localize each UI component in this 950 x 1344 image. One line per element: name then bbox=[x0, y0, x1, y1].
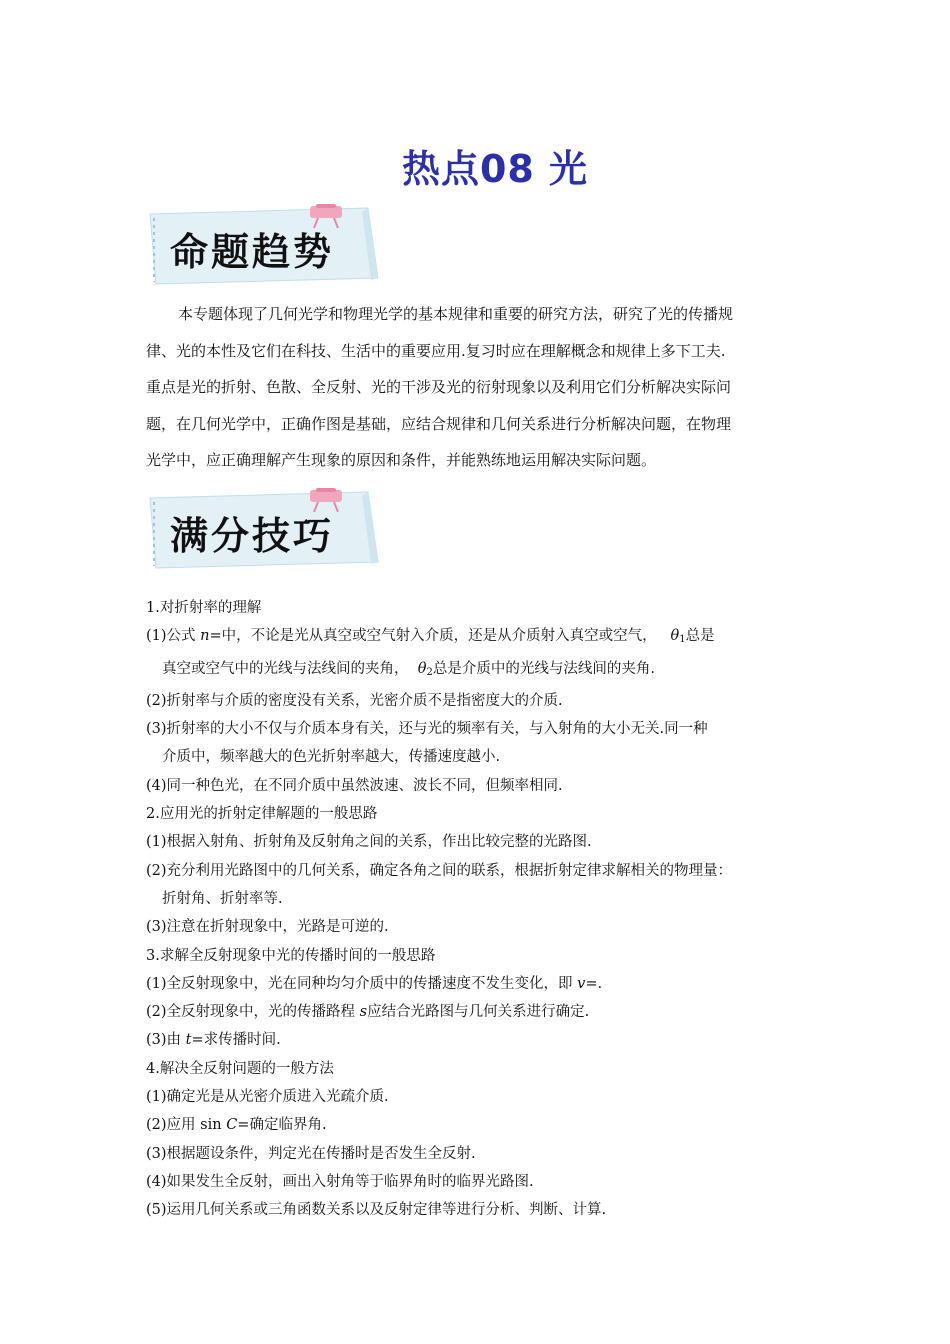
tip-heading: 1.对折射率的理解 bbox=[146, 600, 262, 616]
tip-item: (1)全反射现象中，光在同种均匀介质中的传播速度不发生变化，即 v=. bbox=[146, 975, 603, 992]
tip-item: (2)全反射现象中，光的传播路程 s应结合光路图与几何关系进行确定. bbox=[146, 1004, 590, 1021]
tip-item: (3)根据题设条件，判定光在传播时是否发生全反射. bbox=[146, 1145, 476, 1162]
section-banner-trend bbox=[146, 204, 382, 288]
intro-line: 律、光的本性及它们在科技、生活中的重要应用.复习时应在理解概念和规律上多下工夫. bbox=[146, 341, 726, 360]
tip-item: (1)公式 n=中，不论是光从真空或空气射入介质，还是从介质射入真空或空气， $\theta_1$总是 bbox=[146, 628, 715, 646]
tip-item: (2)应用 sin C=确定临界角. bbox=[146, 1117, 327, 1134]
tip-item: (4)如果发生全反射，画出入射角等于临界角时的临界光路图. bbox=[146, 1173, 534, 1190]
tip-item: (2)折射率与介质的密度没有关系，光密介质不是指密度大的介质. bbox=[146, 692, 563, 709]
tip-item: 真空或空气中的光线与法线间的夹角， $\theta_2$总是介质中的光线与法线间的夹角. bbox=[162, 660, 655, 678]
tip-heading: 2.应用光的折射定律解题的一般思路 bbox=[146, 806, 378, 823]
section-banner-tips bbox=[146, 488, 382, 572]
tip-item: (5)运用几何关系或三角函数关系以及反射定律等进行分析、判断、计算. bbox=[146, 1202, 607, 1219]
tip-heading: 4.解决全反射问题的一般方法 bbox=[146, 1060, 334, 1077]
intro-line: 本专题体现了几何光学和物理光学的基本规律和重要的研究方法，研究了光的传播规 bbox=[178, 305, 734, 323]
tip-item: (3)注意在折射现象中，光路是可逆的. bbox=[146, 919, 389, 936]
intro-line: 重点是光的折射、色散、全反射、光的干涉及光的衍射现象以及利用它们分析解决实际问 bbox=[146, 378, 732, 396]
tips-list bbox=[146, 594, 822, 1225]
intro-line: 光学中，应正确理解产生现象的原因和条件，并能熟练地运用解决实际问题。 bbox=[146, 451, 657, 469]
intro-line: 题，在几何光学中，正确作图是基础，应结合规律和几何关系进行分析解决问题，在物理 bbox=[146, 414, 732, 433]
tip-heading: 3.求解全反射现象中光的传播时间的一般思路 bbox=[146, 947, 436, 964]
banner-label: 命题趋势 bbox=[170, 230, 335, 274]
tip-item: (1)根据入射角、折射角及反射角之间的关系，作出比较完整的光路图. bbox=[146, 834, 592, 851]
tip-item: (3)折射率的大小不仅与介质本身有关，还与光的频率有关，与入射角的大小无关.同一种 bbox=[146, 721, 708, 738]
tip-item: (1)确定光是从光密介质进入光疏介质. bbox=[146, 1089, 389, 1106]
tip-item: (3)由 t=求传播时间. bbox=[146, 1032, 281, 1049]
tip-item: (4)同一种色光，在不同介质中虽然波速、波长不同，但频率相同. bbox=[146, 777, 563, 794]
tip-item: (2)充分利用光路图中的几何关系，确定各角之间的联系，根据折射定律求解相关的物理量： bbox=[146, 862, 733, 879]
tip-item: 介质中，频率越大的色光折射率越大，传播速度越小. bbox=[162, 749, 501, 766]
tip-item: 折射角、折射率等. bbox=[162, 890, 283, 907]
banner-label: 满分技巧 bbox=[170, 514, 335, 558]
page-title: 热点08 光 bbox=[401, 147, 589, 191]
intro-paragraph bbox=[146, 296, 806, 479]
